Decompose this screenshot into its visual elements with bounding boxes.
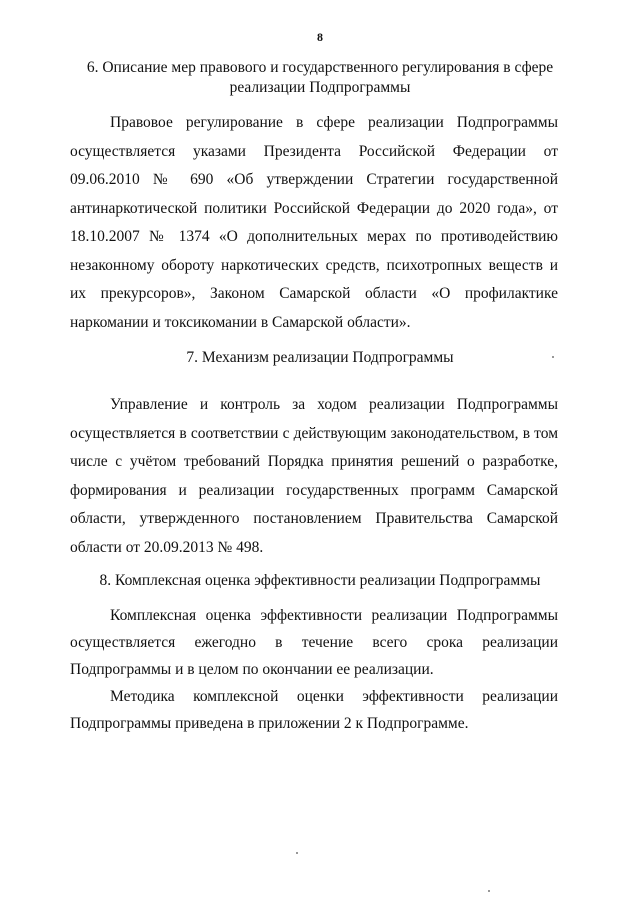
scan-speck <box>488 890 490 892</box>
section-8-paragraph-1: Комплексная оценка эффективности реализации Подпрограммы осуществляется ежегодно в течение всего срока реализации Подпрограммы и в целом по окончании ее реализации. <box>70 607 558 678</box>
section-7-paragraph: Управление и контроль за ходом реализации Подпрограммы осуществляется в соответствии с действующим законодательством, в том числе с учётом требований Порядка принятия решений о разработке, формирования и реализации государственных программ Самарской области, утвержденного постановлением Правительства Самарской области от 20.09.2013 № 498. <box>70 396 558 556</box>
page-number: 8 <box>317 30 323 44</box>
scan-speck <box>552 356 554 358</box>
section-8-paragraph-2: Методика комплексной оценки эффективности реализации Подпрограммы приведена в приложении 2 к Подпрограмме. <box>70 688 558 732</box>
section-6-heading: 6. Описание мер правового и государственного регулирования в сфере реализации Подпрограммы <box>86 59 554 96</box>
section-6-paragraph: Правовое регулирование в сфере реализации Подпрограммы осуществляется указами Президента Российской Федерации от 09.06.2010 № 690 «Об утверждении Стратегии государственной антинаркотической политики Российской Федерации до 2020 года», от 18.10.2007 № 1374 «О дополнительных мерах по противодействию незаконному обороту наркотических средств, психотропных веществ и их прекурсоров», Законом Самарской области «О профилактике наркомании и токсикомании в Самарской области». <box>70 114 558 331</box>
section-7-heading: 7. Механизм реализации Подпрограммы <box>186 349 454 366</box>
scan-speck <box>296 852 298 854</box>
section-8-heading: 8. Комплексная оценка эффективности реализации Подпрограммы <box>99 572 541 589</box>
